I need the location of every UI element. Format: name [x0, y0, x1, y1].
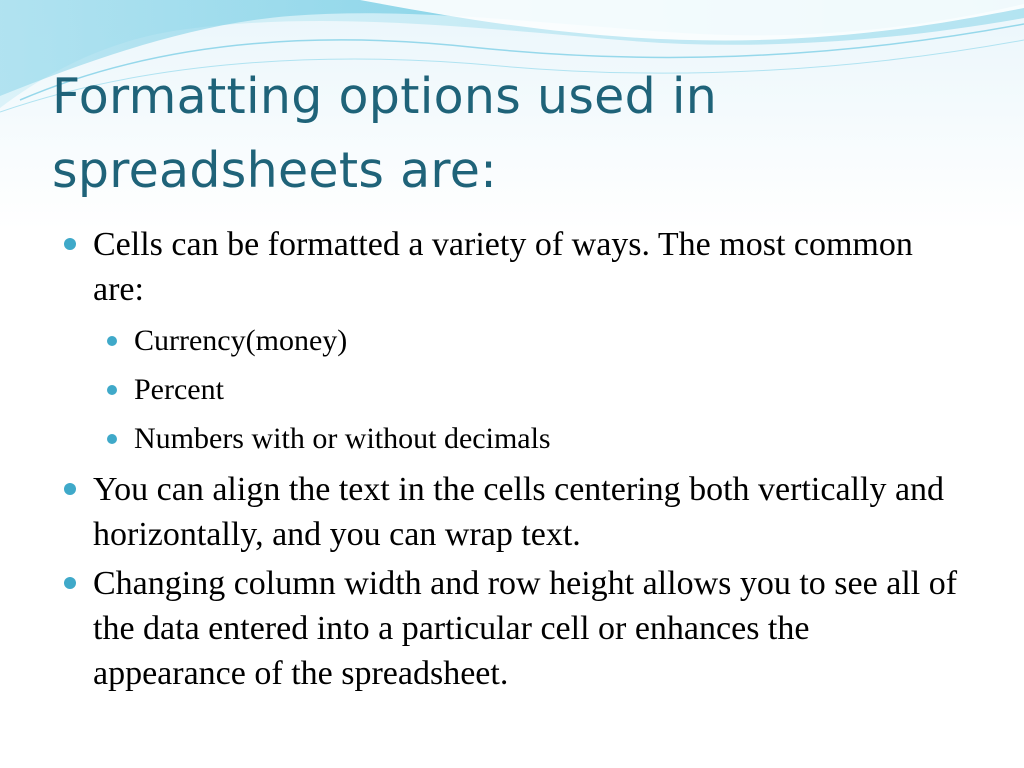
bullet-item-alignment [62, 467, 962, 557]
sub-bullet-dot-icon [107, 434, 117, 444]
sub-bullet-dot-icon [107, 336, 117, 346]
sub-bullet-item-decimals [93, 414, 962, 463]
bullet-dot-icon [64, 238, 76, 250]
bullet-text: Cells can be formatted a variety of ways. The most common are: [93, 226, 913, 308]
bullet-text: Changing column width and row height allows you to see all of the data entered into a particular cell or enhances the appearance of the spreadsheet. [93, 565, 958, 692]
slide-title: Formatting options used in spreadsheets are: [52, 68, 718, 199]
bullet-item-cell-formats [62, 222, 962, 463]
sub-bullet-text: Numbers with or without decimals [134, 422, 551, 455]
sub-bullet-dot-icon [107, 385, 117, 395]
sub-bullet-text: Percent [134, 373, 224, 406]
sub-bullet-list [93, 316, 962, 463]
bullet-list [62, 222, 962, 700]
bullet-dot-icon [64, 577, 76, 589]
sub-bullet-item-percent [93, 365, 962, 414]
bullet-dot-icon [64, 483, 76, 495]
sub-bullet-text: Currency(money) [134, 324, 348, 357]
bullet-text: You can align the text in the cells centering both vertically and horizontally, and you can wrap text. [93, 471, 945, 553]
sub-bullet-item-currency [93, 316, 962, 365]
bullet-item-column-width [62, 561, 962, 696]
